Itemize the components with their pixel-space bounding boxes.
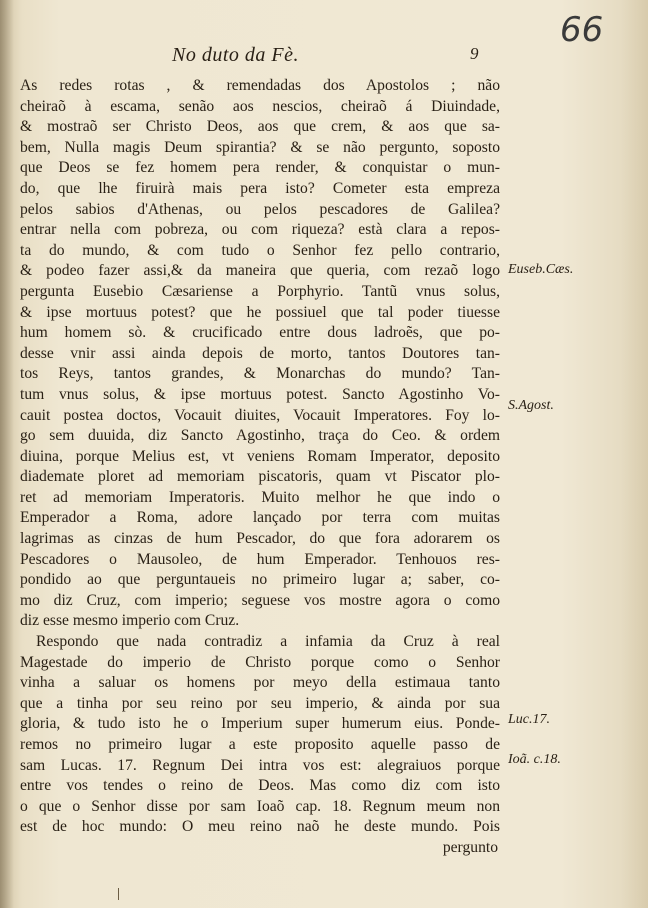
text-line: pergunta Eusebio Cæsariense a Porphyrio. Tantũ vnus solus, bbox=[20, 282, 500, 300]
text-line: lagrimas as cinzas de hum Pescador, do que fora adorarem os bbox=[20, 530, 500, 548]
text-line: Magestade do imperio de Christo porque como o Senhor bbox=[20, 653, 500, 671]
text-line: As redes rotas , & remendadas dos Apostolos ; não bbox=[20, 77, 500, 94]
text-line: que Deos se fez homem pera render, & conquistar o mun- bbox=[20, 159, 500, 177]
text-line: Emperador a Roma, adore lançado por terra com muitas bbox=[20, 509, 500, 527]
text-line: diademate ploret ad memoriam piscatoris, quam vt Piscator plo- bbox=[20, 468, 500, 486]
text-line: sam Lucas. 17. Regnum Dei intra vos est: alegraiuos porque bbox=[20, 756, 500, 774]
text-line: diz esse mesmo imperio com Cruz. bbox=[20, 612, 240, 630]
text-line: ta do mundo, & com tudo o Senhor fez pello contrario, bbox=[20, 241, 500, 259]
handwritten-folio-number: 66 bbox=[560, 10, 604, 50]
text-line: do, que lhe firuirà mais pera isto? Cometer esta empreza bbox=[20, 179, 500, 197]
text-line: que a tinha por seu reino por seu imperio, & ainda por sua bbox=[20, 694, 500, 712]
margin-note-eusebius: Euseb.Cæs. bbox=[508, 262, 574, 277]
text-line: & ipse mortuus potest? que he possiuel que tal poder tiuesse bbox=[20, 303, 500, 321]
text-line: pondido ao que perguntaueis no primeiro lugar a; saber, co- bbox=[20, 571, 500, 589]
body-text bbox=[20, 76, 500, 859]
text-line: & mostraõ ser Christo Deos, aos que crem, & aos que sa- bbox=[20, 118, 500, 136]
paragraph-first-line: Respondo que nada contradiz a infamia da Cruz à real bbox=[36, 633, 500, 651]
text-line: tum vnus solus, & ipse mortuus potest. Sancto Agostinho Vo- bbox=[20, 385, 500, 403]
text-line: ret ad memoriam Imperatoris. Muito melhor he que indo o bbox=[20, 488, 500, 506]
text-line: Pescadores o Mausoleo, de hum Emperador. Tenhouos res- bbox=[20, 550, 500, 568]
text-line: o que o Senhor disse por sam Ioaõ cap. 18. Regnum meum non bbox=[20, 797, 500, 815]
printed-page-number: 9 bbox=[470, 44, 479, 63]
margin-note-luke: Luc.17. bbox=[508, 712, 550, 727]
text-line: cauit postea doctos, Vocauit diuites, Vocauit Imperatores. Foy lo- bbox=[20, 406, 500, 424]
text-line: pelos sabios d'Athenas, ou pelos pescadores de Galilea? bbox=[20, 200, 500, 218]
text-line: go sem duuida, diz Sancto Agostinho, traça do Ceo. & ordem bbox=[20, 427, 500, 445]
running-title: No duto da Fè. bbox=[172, 44, 299, 66]
text-line: desse vnir assi ainda depois de morto, tantos Doutores tan- bbox=[20, 344, 500, 362]
margin-note-john: Ioã. c.18. bbox=[508, 752, 561, 767]
catchword: pergunto bbox=[442, 838, 498, 856]
text-line: remos no primeiro lugar a este proposito aquelle passo de bbox=[20, 736, 500, 753]
text-line: & podeo fazer assi,& da maneira que queria, com rezaõ logo bbox=[20, 262, 500, 280]
text-line: mo diz Cruz, com imperio; seguese vos mostre agora o como bbox=[20, 591, 500, 609]
text-line: diuina, porque Melius est, vt veniens Romam Imperator, deposito bbox=[20, 447, 500, 465]
text-line: entre vos tendes o reino de Deos. Mas como diz com isto bbox=[20, 777, 500, 795]
bottom-ink-mark bbox=[118, 888, 119, 900]
gutter-shadow bbox=[0, 0, 14, 908]
text-line: hum homem sò. & crucificado entre dous ladroẽs, que po- bbox=[20, 324, 500, 342]
margin-note-augustine: S.Agost. bbox=[508, 398, 554, 413]
text-line: est de hoc mundo: O meu reino naõ he deste mundo. Pois bbox=[20, 818, 500, 836]
text-line: gloria, & tudo isto he o Imperium super humerum eius. Ponde- bbox=[20, 715, 500, 733]
text-line: tos Reys, tantos grandes, & Monarchas do mundo? Tan- bbox=[20, 365, 500, 383]
text-line: vinha a saluar os homens por meyo della estimaua tanto bbox=[20, 674, 500, 692]
text-line: entrar nella com pobreza, ou com riqueza? està clara a repos- bbox=[20, 221, 500, 239]
text-line: bem, Nulla magis Deum spirantia? & se não pergunto, soposto bbox=[20, 138, 500, 156]
text-line: cheiraõ à escama, senão aos nescios, cheiraõ á Diuindade, bbox=[20, 97, 500, 115]
